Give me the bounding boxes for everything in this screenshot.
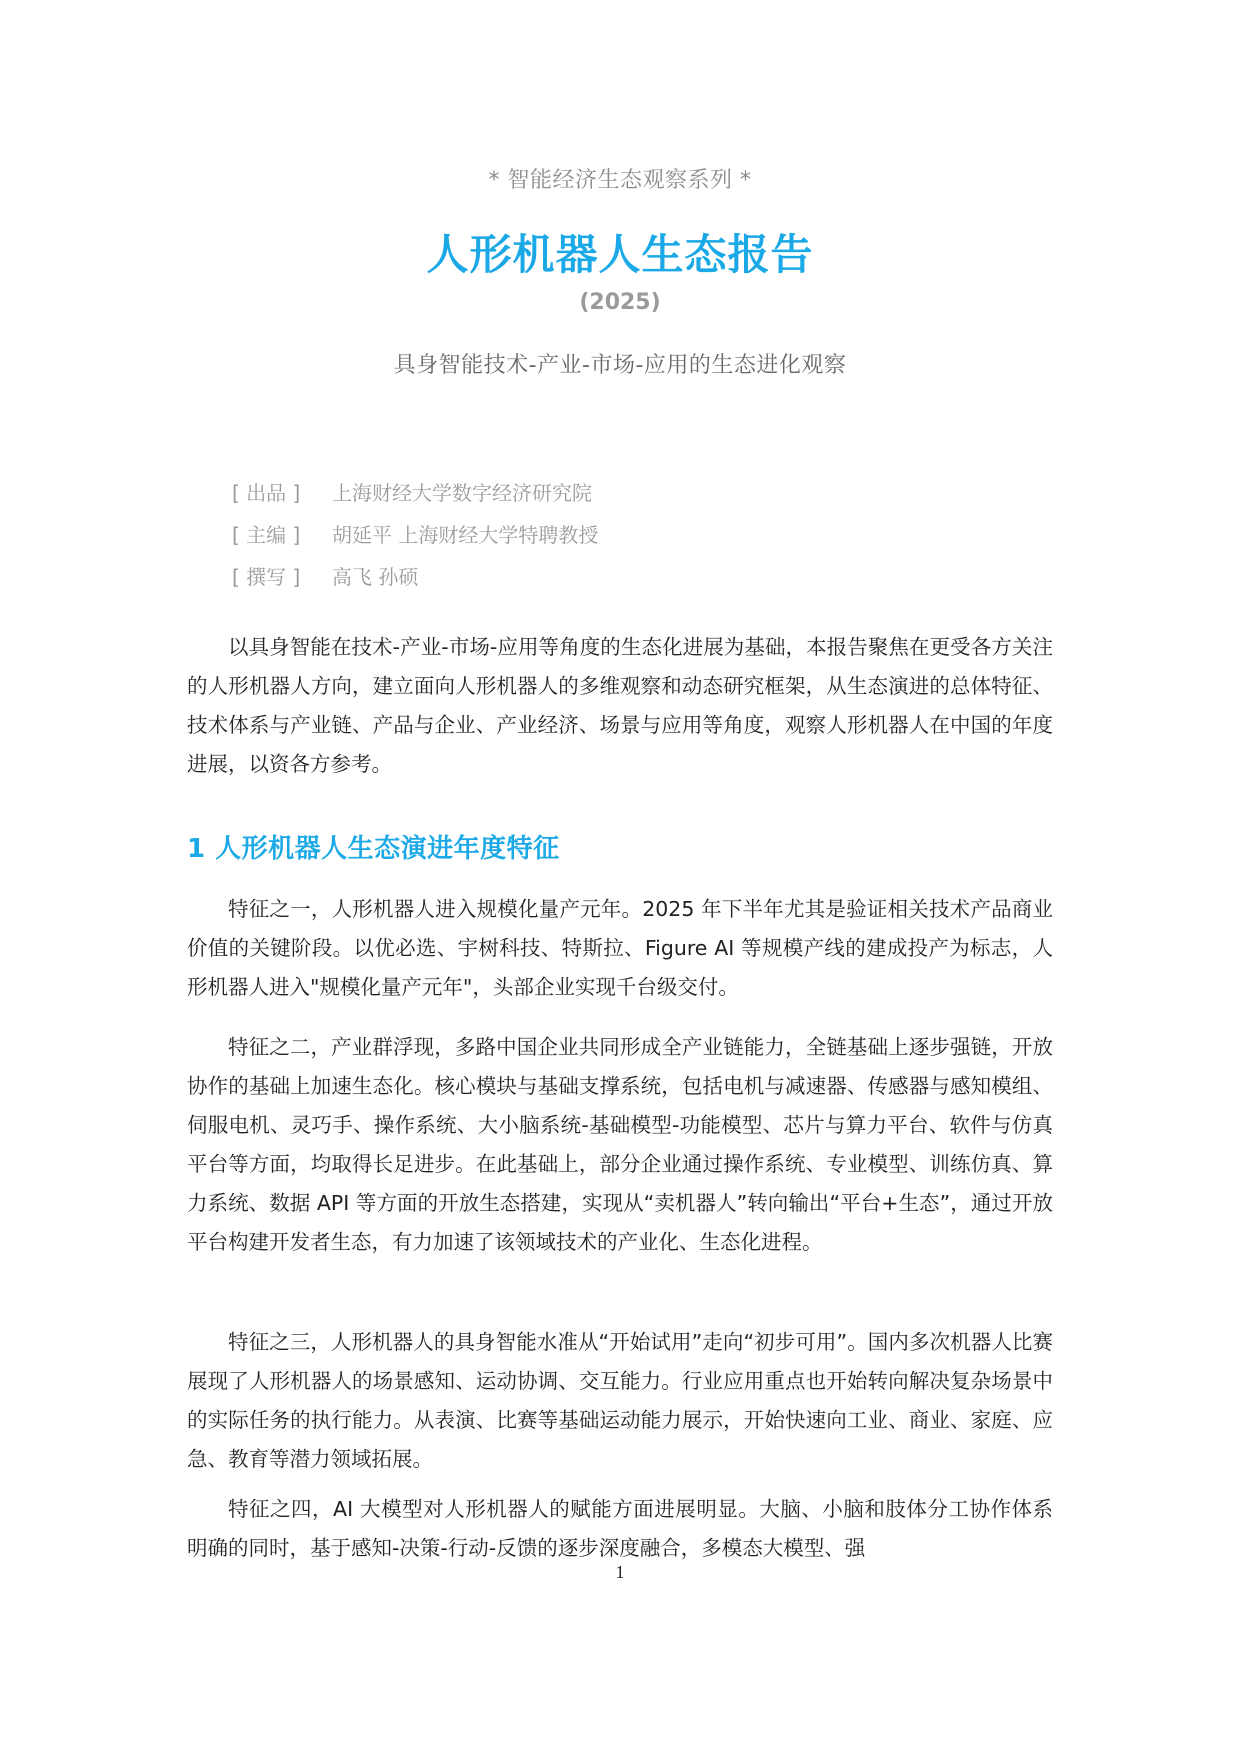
report-title: 人形机器人生态报告 — [426, 230, 814, 279]
intro-paragraph: 以具身智能在技术-产业-市场-应用等角度的生态化进展为基础，本报告聚焦在更受各方关注的人形机器人方向，建立面向人形机器人的多维观察和动态研究框架，从生态演进的总体特征、技术体系与产业链、产品与企业、产业经济、场景与应用等角度，观察人形机器人在中国的年度进展，以资各方参考。 — [187, 635, 1053, 776]
credit-label: [ 出品 ] — [232, 480, 301, 505]
credit-authors — [232, 554, 598, 596]
section-heading: 1 人形机器人生态演进年度特征 — [187, 834, 560, 864]
report-year: (2025) — [579, 290, 661, 315]
credit-value: 上海财经大学数字经济研究院 — [332, 480, 592, 505]
credit-editor — [232, 512, 598, 554]
credit-value: 高飞 孙硕 — [332, 564, 419, 589]
credit-value: 胡延平 上海财经大学特聘教授 — [332, 522, 599, 547]
feature-paragraph-2: 特征之二，产业群浮现，多路中国企业共同形成全产业链能力，全链基础上逐步强链，开放协作的基础上加速生态化。核心模块与基础支撑系统，包括电机与减速器、传感器与感知模组、伺服电机、灵巧手、操作系统、大小脑系统-基础模型-功能模型、芯片与算力平台、软件与仿真平台等方面，均取得长足进步。在此基础上，部分企业通过操作系统、专业模型、训练仿真、算力系统、数据 API 等方面的开放生态搭建，实现从“卖机器人”转向输出“平台+生态”，通过开放平台构建开发者生态，有力加速了该领域技术的产业化、生态化进程。 — [187, 1035, 1053, 1254]
page-number: 1 — [615, 1562, 625, 1582]
credit-publisher — [232, 470, 598, 512]
series-label: * 智能经济生态观察系列 * — [488, 168, 752, 193]
credit-label: [ 撰写 ] — [232, 564, 301, 589]
feature-paragraph-3: 特征之三，人形机器人的具身智能水准从“开始试用”走向“初步可用”。国内多次机器人比赛展现了人形机器人的场景感知、运动协调、交互能力。行业应用重点也开始转向解决复杂场景中的实际任务的执行能力。从表演、比赛等基础运动能力展示，开始快速向工业、商业、家庭、应急、教育等潜力领域拓展。 — [187, 1330, 1053, 1471]
credits-block — [232, 470, 598, 596]
credit-label: [ 主编 ] — [232, 522, 301, 547]
report-subtitle: 具身智能技术-产业-市场-应用的生态进化观察 — [393, 353, 847, 378]
feature-paragraph-4: 特征之四，AI 大模型对人形机器人的赋能方面进展明显。大脑、小脑和肢体分工协作体系明确的同时，基于感知-决策-行动-反馈的逐步深度融合，多模态大模型、强 — [187, 1497, 1053, 1560]
feature-paragraph-1: 特征之一，人形机器人进入规模化量产元年。2025 年下半年尤其是验证相关技术产品商业价值的关键阶段。以优必选、宇树科技、特斯拉、Figure AI 等规模产线的建成投产为标志，人形机器人进入"规模化量产元年"，头部企业实现千台级交付。 — [187, 897, 1053, 999]
